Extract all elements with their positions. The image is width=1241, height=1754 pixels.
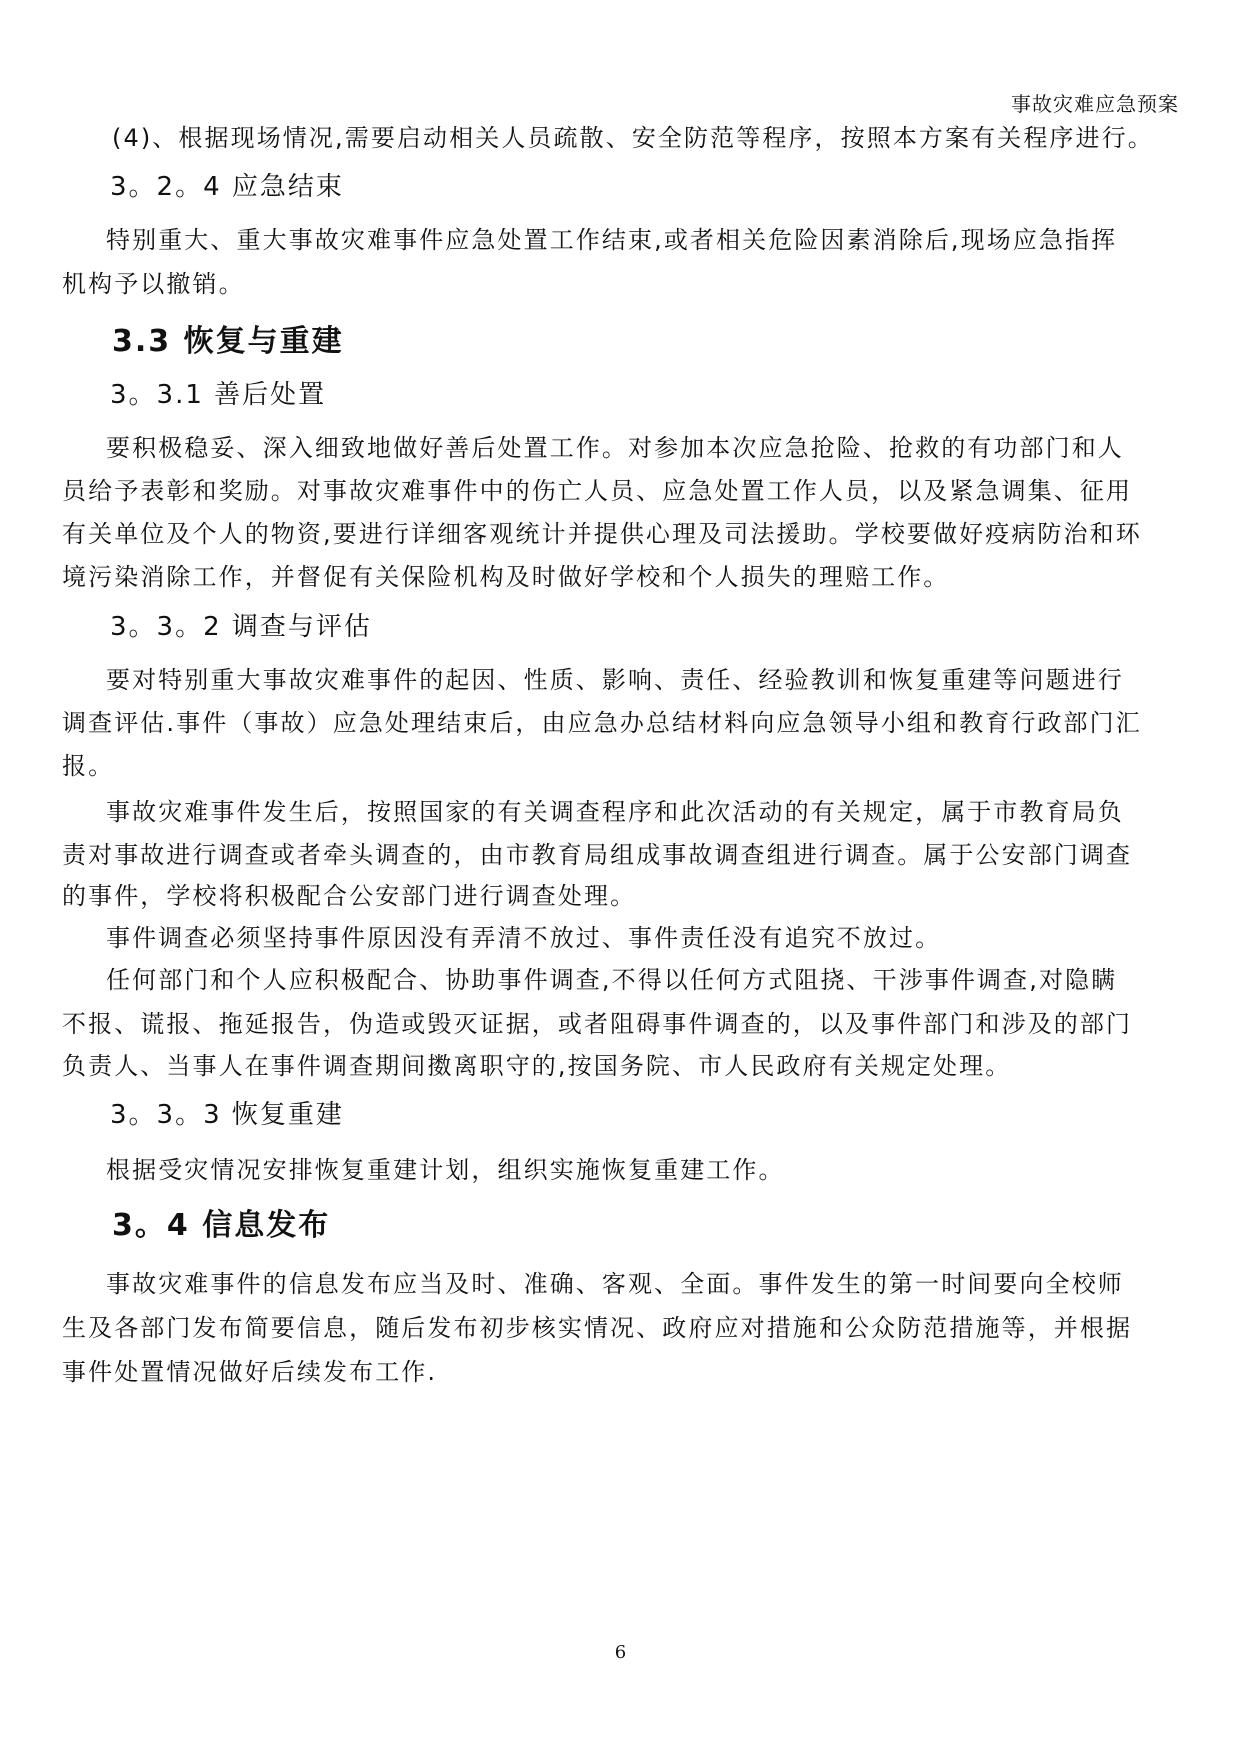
- text-line: 责对事故进行调查或者牵头调查的，由市教育局组成事故调查组进行调查。属于公安部门调查: [62, 841, 1133, 869]
- text-line: 事故灾难事件发生后，按照国家的有关调查程序和此次活动的有关规定，属于市教育局负: [106, 798, 1124, 826]
- text-line: 特别重大、重大事故灾难事件应急处置工作结束,或者相关危险因素消除后,现场应急指挥: [106, 226, 1118, 254]
- heading-3-3: 3.3 恢复与重建: [112, 324, 344, 359]
- text-line: 报。: [62, 752, 115, 780]
- text-line: 的事件，学校将积极配合公安部门进行调查处理。: [62, 882, 637, 910]
- text-line: 生及各部门发布简要信息，随后发布初步核实情况、政府应对措施和公众防范措施等，并根据: [62, 1314, 1133, 1342]
- text-line: 要对特别重大事故灾难事件的起因、性质、影响、责任、经验教训和恢复重建等问题进行: [106, 666, 1124, 694]
- text-line: 要积极稳妥、深入细致地做好善后处置工作。对参加本次应急抢险、抢救的有功部门和人: [106, 434, 1124, 462]
- text-line: 事件处置情况做好后续发布工作.: [62, 1358, 438, 1386]
- text-line: 机构予以撤销。: [62, 270, 245, 298]
- text-line: 任何部门和个人应积极配合、协助事件调查,不得以任何方式阻挠、干涉事件调查,对隐瞒: [106, 966, 1118, 994]
- text-line: 根据受灾情况安排恢复重建计划，组织实施恢复重建工作。: [106, 1156, 785, 1184]
- page-number: 6: [614, 1642, 627, 1663]
- text-line: 有关单位及个人的物资,要进行详细客观统计并提供心理及司法援助。学校要做好疫病防治和环: [62, 520, 1142, 548]
- heading-3-4: 3。4 信息发布: [112, 1208, 331, 1243]
- running-header: 事故灾难应急预案: [1011, 92, 1179, 116]
- text-line: 事故灾难事件的信息发布应当及时、准确、客观、全面。事件发生的第一时间要向全校师: [106, 1270, 1124, 1298]
- text-line: (4)、根据现场情况,需要启动相关人员疏散、安全防范等程序，按照本方案有关程序进行。: [112, 124, 1154, 152]
- text-line: 不报、谎报、拖延报告，伪造或毁灭证据，或者阻碍事件调查的，以及事件部门和涉及的部门: [62, 1010, 1133, 1038]
- heading-3-3-3: 3。3。3 恢复重建: [110, 1100, 344, 1130]
- text-line: 负责人、当事人在事件调查期间擞离职守的,按国务院、市人民政府有关规定处理。: [62, 1052, 1012, 1080]
- heading-3-2-4: 3。2。4 应急结束: [110, 172, 344, 202]
- text-line: 调查评估.事件（事故）应急处理结束后，由应急办总结材料向应急领导小组和教育行政部门汇: [62, 709, 1142, 737]
- heading-3-3-1: 3。3.1 善后处置: [110, 380, 327, 410]
- text-line: 事件调查必须坚持事件原因没有弄清不放过、事件责任没有追究不放过。: [106, 924, 942, 952]
- text-line: 员给予表彰和奖励。对事故灾难事件中的伤亡人员、应急处置工作人员，以及紧急调集、征用: [62, 477, 1133, 505]
- heading-3-3-2: 3。3。2 调查与评估: [110, 612, 372, 642]
- text-line: 境污染消除工作，并督促有关保险机构及时做好学校和个人损失的理赔工作。: [62, 563, 950, 591]
